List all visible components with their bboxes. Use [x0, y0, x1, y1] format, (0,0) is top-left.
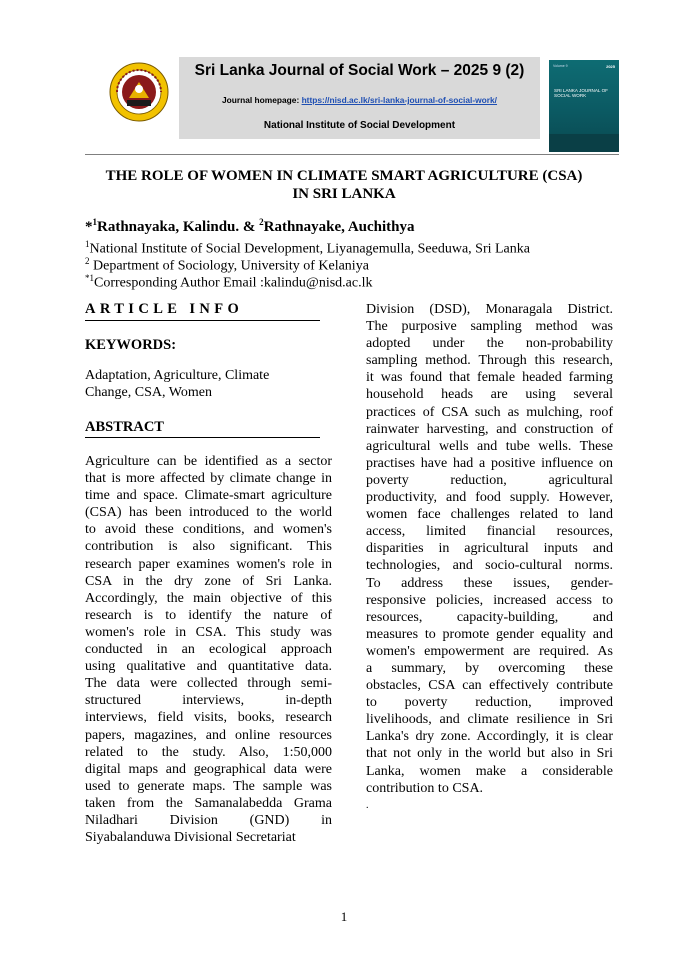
abstract-line: productivity, and food supply. However, — [366, 490, 613, 506]
author-1: Rathnayaka, Kalindu. & — [97, 219, 260, 235]
abstract-line: livelihoods, and climate resilience in Sri — [366, 712, 613, 728]
abstract-line: Lanka's dry zone. Accordingly, it is clear — [366, 729, 613, 745]
title-line-2: IN SRI LANKA — [292, 186, 396, 202]
abstract-line: sampling method. Through this research, — [366, 353, 613, 369]
abstract-line: interviews, field visits, books, research — [85, 710, 332, 726]
journal-homepage — [179, 95, 540, 105]
abstract-line: obstacles, CSA can effectively contribute — [366, 678, 613, 694]
abstract-line: responsive policies, increased access to — [366, 592, 613, 608]
article-info-heading: ARTICLE INFO — [85, 301, 244, 317]
corresponding-mark: * — [85, 219, 93, 235]
abstract-heading: ABSTRACT — [85, 419, 164, 435]
abstract-line: To address these issues, gender- — [366, 575, 613, 591]
keywords-list — [85, 367, 320, 401]
abstract-line: Lanka, women make a considerable — [366, 763, 613, 779]
abstract-line: rainwater harvesting, and construction of — [366, 421, 613, 437]
abstract-line: resources, capacity-building, and — [366, 609, 613, 625]
abstract-line: practises have had a positive influence on — [366, 455, 613, 471]
abstract-line: to avoid these conditions, and women's — [85, 522, 332, 538]
abstract-line: practices of CSA such as mulching, roof — [366, 404, 613, 420]
abstract-line: disparities in agricultural inputs and — [366, 541, 613, 557]
affiliation-3-sup: *1 — [85, 273, 94, 283]
cover-journal-name: SRI LANKA JOURNAL OF SOCIAL WORK — [554, 88, 608, 98]
abstract-line: conducted in an ecological approach — [85, 642, 332, 658]
homepage-link[interactable]: https://nisd.ac.lk/sri-lanka-journal-of-social-work/ — [301, 95, 498, 105]
abstract-line: Agriculture can be identified as a sector — [85, 454, 332, 469]
affiliation-2-sup: 2 — [85, 256, 90, 266]
paper-title — [60, 167, 628, 203]
abstract-line: contribution is also significant. This — [85, 539, 332, 555]
abstract-line: using qualitative and quantitative data. — [85, 659, 332, 675]
abstract-divider — [85, 437, 320, 438]
abstract-line: The data were collected through semi- — [85, 676, 332, 692]
journal-cover-thumbnail — [549, 60, 619, 152]
author-1-sup: 1 — [92, 217, 97, 227]
page-number: 1 — [340, 909, 348, 924]
abstract-line: Siyabalanduwa Divisional Secretariat — [85, 830, 296, 846]
abstract-line: women face challenges related to land — [366, 507, 613, 523]
abstract-line: CSA in the dry zone of Sri Lanka. — [85, 573, 332, 589]
keywords-line: Adaptation, Agriculture, Climate — [85, 368, 270, 383]
abstract-line: household heads are using several — [366, 387, 613, 403]
homepage-label: Journal homepage: — [221, 95, 302, 105]
abstract-line: adopted under the non-probability — [366, 336, 613, 352]
abstract-line: measures to promote gender equality and — [366, 626, 613, 642]
keywords-heading: KEYWORDS: — [85, 337, 177, 353]
abstract-line: digital maps and geographical data were — [85, 761, 332, 777]
abstract-line: women's role in CSA. This study was — [85, 624, 332, 640]
abstract-line: Niladhari Division (GND) in — [85, 812, 332, 828]
cover-year: 2025 — [606, 64, 615, 69]
cover-bottom-strip — [549, 134, 619, 152]
corresponding-email — [85, 270, 372, 292]
abstract-line: technologies, and socio-cultural norms. — [366, 558, 613, 574]
abstract-line: contribution to CSA. — [366, 780, 484, 796]
affiliation-3-text: Corresponding Author Email :kalindu@nisd.ac.lk — [94, 275, 373, 291]
abstract-line: women's empowerment are required. As — [366, 643, 613, 659]
abstract-right-column — [366, 301, 613, 797]
abstract-line: that not only in the world but also in Sri — [366, 746, 613, 762]
keywords-line: Change, CSA, Women — [85, 385, 212, 400]
abstract-line: Accordingly, the main objective of this — [85, 590, 332, 606]
abstract-line: research paper examines women's role in — [85, 556, 332, 572]
institute-logo — [109, 62, 169, 122]
affiliation-2-text: Department of Sociology, University of Kelaniya — [89, 258, 369, 274]
abstract-line: a summary, by overcoming these — [366, 660, 613, 676]
journal-header-banner — [179, 57, 540, 139]
author-2: Rathnayake, Auchithya — [263, 219, 415, 235]
abstract-line: taken from the Samanalabedda Grama — [85, 795, 332, 811]
author-list — [85, 217, 415, 236]
header-divider — [85, 154, 619, 155]
abstract-line: related to the study. Also, 1:50,000 — [85, 744, 332, 760]
affiliation-1-sup: 1 — [85, 239, 90, 249]
abstract-line: structured interviews, in-depth — [85, 693, 332, 709]
abstract-line: it was found that female headed farming — [366, 370, 613, 386]
abstract-line: (CSA) has been introduced to the world — [85, 505, 332, 521]
title-line-1: THE ROLE OF WOMEN IN CLIMATE SMART AGRICULTURE (CSA) — [105, 168, 583, 184]
abstract-line: access, limited financial resources, — [366, 524, 613, 540]
abstract-line: to poverty reduction, improved — [366, 695, 613, 711]
abstract-left-column — [85, 453, 332, 846]
author-2-sup: 2 — [259, 217, 264, 227]
article-info-divider — [85, 320, 320, 321]
journal-title: Sri Lanka Journal of Social Work – 2025 9 (2) — [194, 62, 525, 79]
abstract-line: research is to identify the nature of — [85, 607, 332, 623]
abstract-line: Division (DSD), Monaragala District. — [366, 302, 613, 317]
abstract-line: that is more affected by climate change in — [85, 471, 332, 487]
publisher-name: National Institute of Social Development — [263, 120, 456, 131]
cover-volume: Volume 9 — [553, 64, 568, 68]
affiliation-1-text: National Institute of Social Development, Liyanagemulla, Seeduwa, Sri Lanka — [89, 241, 530, 257]
trailing-dot: . — [366, 800, 369, 811]
abstract-line: The purposive sampling method was — [366, 319, 613, 335]
abstract-line: used to generate maps. The sample was — [85, 778, 332, 794]
abstract-line: time and space. Climate-smart agriculture — [85, 488, 332, 504]
abstract-line: poverty reduction, agricultural — [366, 472, 613, 488]
abstract-line: papers, magazines, and online resources — [85, 727, 332, 743]
abstract-line: agricultural wells and tube wells. These — [366, 438, 613, 454]
